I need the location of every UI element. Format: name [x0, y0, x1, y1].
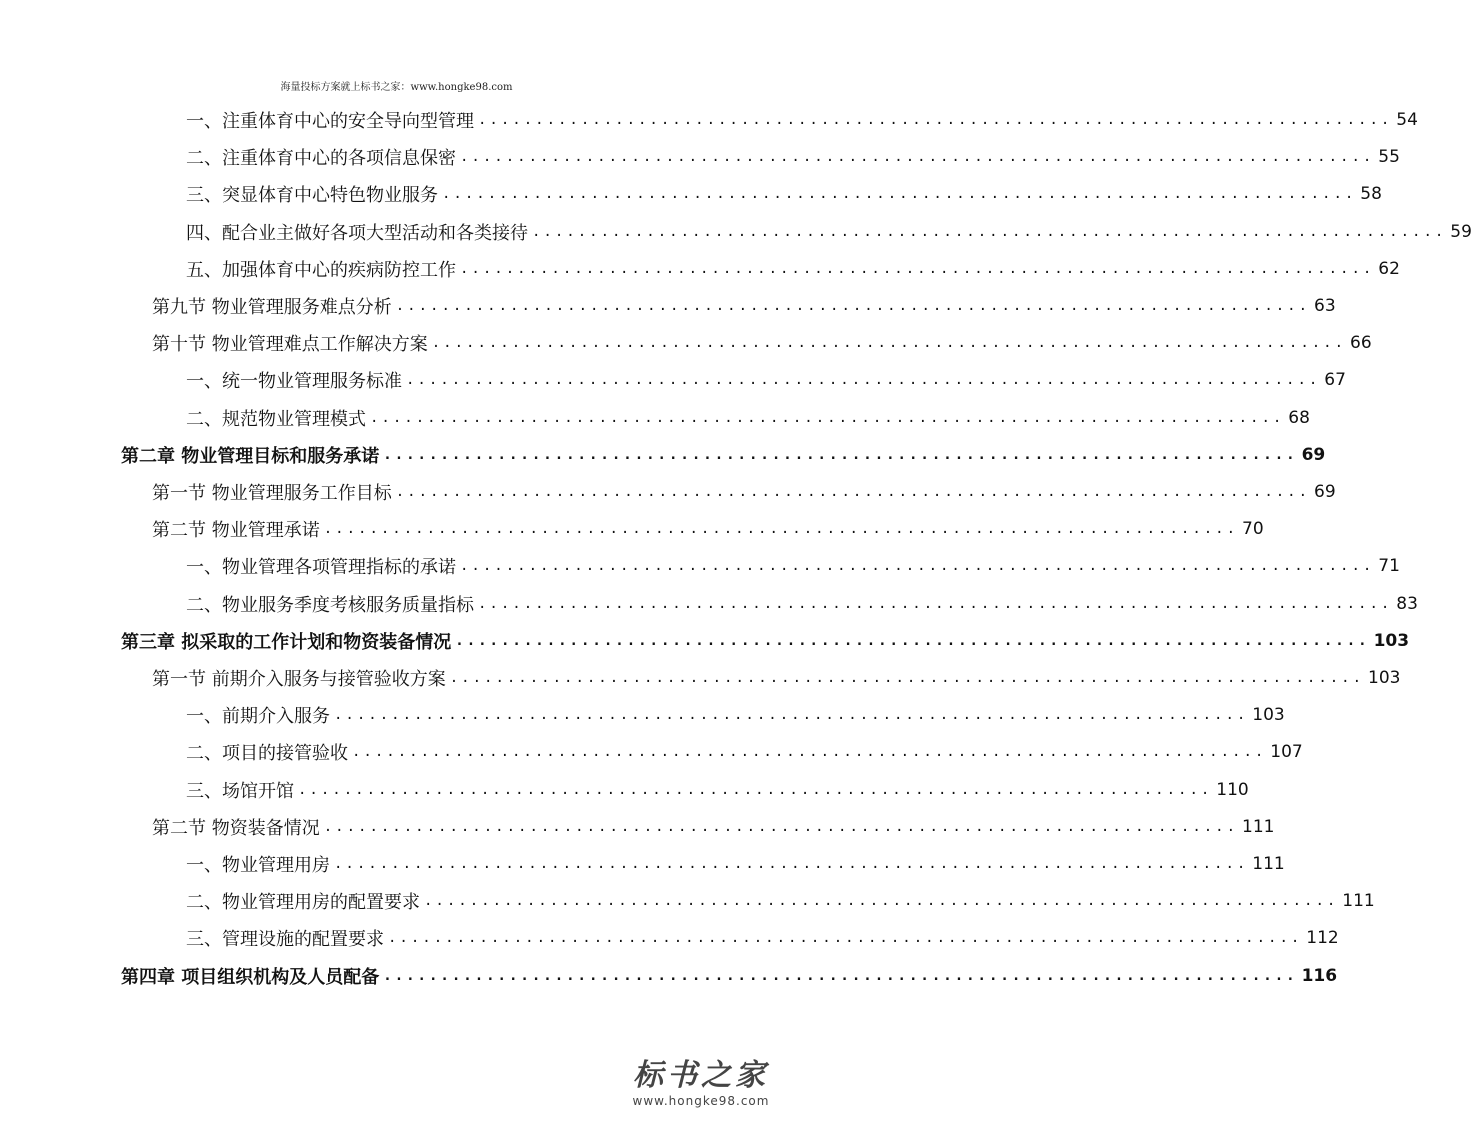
toc-entry-title: 二、规范物业管理模式 [186, 408, 366, 430]
toc-entry-title: 第二节 物业管理承诺 [152, 520, 320, 542]
toc-entry-title: 第二章 物业管理目标和服务承诺 [121, 445, 380, 467]
toc-entry-page: 68 [1288, 407, 1310, 428]
toc-leader-dots: ................................................................................ [532, 223, 1447, 240]
toc-entry-title: 第九节 物业管理服务难点分析 [152, 297, 392, 318]
toc-leader-dots: ................................................................................ [383, 446, 1298, 463]
toc-leader-dots: ................................................................................ [460, 260, 1375, 277]
toc-entry-title: 二、物业服务季度考核服务质量指标 [186, 594, 474, 616]
toc-entry-title: 一、前期介入服务 [186, 706, 330, 728]
toc-entry-title: 三、管理设施的配置要求 [186, 929, 384, 951]
toc-entry[interactable] [152, 474, 1336, 510]
toc-entry[interactable] [121, 437, 1326, 473]
toc-entry-page: 62 [1378, 258, 1400, 279]
toc-entry-page: 112 [1306, 928, 1339, 949]
toc-entry[interactable] [152, 288, 1336, 324]
toc-entry[interactable] [186, 697, 1285, 733]
toc-entry[interactable] [186, 214, 1472, 250]
toc-leader-dots: ................................................................................ [383, 967, 1298, 984]
toc-entry[interactable] [186, 548, 1400, 584]
toc-entry[interactable] [186, 102, 1418, 138]
toc-leader-dots: ................................................................................ [460, 149, 1375, 166]
toc-entry-page: 116 [1301, 965, 1338, 986]
toc-leader-dots: ................................................................................ [334, 856, 1249, 872]
toc-entry[interactable] [186, 176, 1382, 212]
toc-leader-dots: ................................................................................ [323, 521, 1239, 538]
toc-entry[interactable] [186, 362, 1346, 398]
toc-entry-page: 107 [1270, 742, 1303, 763]
toc-entry-page: 54 [1396, 110, 1418, 130]
toc-entry[interactable] [152, 809, 1275, 845]
toc-entry[interactable] [186, 734, 1303, 770]
toc-entry[interactable] [121, 958, 1338, 994]
toc-entry[interactable] [152, 325, 1372, 361]
toc-entry[interactable] [186, 772, 1249, 808]
toc-leader-dots: ................................................................................ [431, 335, 1347, 352]
toc-entry-page: 63 [1314, 296, 1336, 316]
toc-entry[interactable] [186, 251, 1400, 287]
toc-entry[interactable] [186, 586, 1418, 622]
toc-entry-title: 第二节 物资装备情况 [152, 817, 320, 839]
toc-leader-dots: ................................................................................ [388, 930, 1303, 947]
toc-entry-page: 69 [1314, 482, 1336, 502]
logo-brand-text: 标书之家 [633, 1058, 769, 1093]
toc-entry-page: 66 [1350, 333, 1372, 354]
toc-entry[interactable] [186, 139, 1400, 175]
toc-entry-page: 58 [1360, 184, 1382, 205]
toc-entry-title: 五、加强体育中心的疾病防控工作 [186, 259, 456, 281]
toc-entry-page: 55 [1378, 147, 1400, 168]
toc-entry[interactable] [186, 883, 1375, 919]
toc-entry-title: 第十节 物业管理难点工作解决方案 [152, 334, 428, 356]
toc-leader-dots: ................................................................................ [323, 818, 1239, 835]
toc-leader-dots: ................................................................................ [334, 707, 1249, 724]
toc-leader-dots: ................................................................................ [406, 372, 1321, 389]
toc-entry-page: 103 [1373, 630, 1410, 651]
toc-leader-dots: ................................................................................ [395, 298, 1311, 314]
toc-entry-title: 一、注重体育中心的安全导向型管理 [186, 111, 474, 132]
toc-entry-page: 111 [1242, 816, 1275, 837]
toc-entry-title: 二、物业管理用房的配置要求 [186, 892, 420, 914]
toc-leader-dots: ................................................................................ [370, 409, 1285, 426]
toc-entry[interactable] [152, 660, 1401, 696]
toc-entry-page: 71 [1378, 556, 1400, 577]
toc-entry-title: 一、物业管理各项管理指标的承诺 [186, 557, 456, 579]
brand-logo [631, 1050, 771, 1108]
toc-entry-title: 二、注重体育中心的各项信息保密 [186, 148, 456, 170]
toc-entry-page: 110 [1216, 779, 1249, 800]
toc-leader-dots: ................................................................................ [395, 484, 1311, 500]
toc-entry-title: 四、配合业主做好各项大型活动和各类接待 [186, 222, 528, 244]
toc-entry-title: 一、统一物业管理服务标准 [186, 371, 402, 393]
toc-entry-page: 70 [1242, 519, 1264, 540]
toc-entry-page: 103 [1252, 705, 1285, 726]
toc-leader-dots: ................................................................................ [460, 558, 1375, 575]
toc-entry[interactable] [121, 623, 1410, 659]
toc-leader-dots: ................................................................................ [424, 893, 1339, 910]
toc-entry-page: 59 [1450, 221, 1472, 242]
toc-entry[interactable] [186, 846, 1285, 882]
toc-entry-title: 一、物业管理用房 [186, 855, 330, 876]
toc-entry-page: 111 [1342, 891, 1375, 912]
toc-entry-title: 三、场馆开馆 [186, 780, 294, 802]
toc-leader-dots: ................................................................................ [352, 744, 1267, 761]
toc-entry-page: 83 [1396, 593, 1418, 614]
toc-entry-title: 三、突显体育中心特色物业服务 [186, 185, 438, 207]
logo-url: www.hongke98.com [632, 1094, 770, 1108]
toc-leader-dots: ................................................................................ [442, 186, 1357, 203]
toc-entry-page: 67 [1324, 370, 1346, 391]
toc-entry-title: 第四章 项目组织机构及人员配备 [121, 966, 380, 988]
toc-entry-title: 第一节 前期介入服务与接管验收方案 [152, 669, 446, 690]
toc-entry[interactable] [186, 920, 1339, 956]
toc-entry-page: 103 [1368, 668, 1401, 688]
toc-entry-title: 二、项目的接管验收 [186, 743, 348, 765]
toc-leader-dots: ................................................................................ [455, 632, 1370, 649]
toc-entry-page: 111 [1252, 854, 1285, 874]
toc-leader-dots: ................................................................................ [298, 781, 1213, 798]
toc-leader-dots: ................................................................................ [478, 595, 1393, 612]
toc-entry[interactable] [152, 511, 1264, 547]
toc-leader-dots: ................................................................................ [449, 670, 1365, 686]
toc-entry-page: 69 [1301, 444, 1326, 465]
page-header: 海量投标方案就上标书之家：www.hongke98.com [280, 82, 513, 93]
toc-entry[interactable] [186, 400, 1310, 436]
toc-leader-dots: ................................................................................ [478, 112, 1393, 128]
toc-entry-title: 第一节 物业管理服务工作目标 [152, 483, 392, 504]
toc-entry-title: 第三章 拟采取的工作计划和物资装备情况 [121, 631, 452, 653]
